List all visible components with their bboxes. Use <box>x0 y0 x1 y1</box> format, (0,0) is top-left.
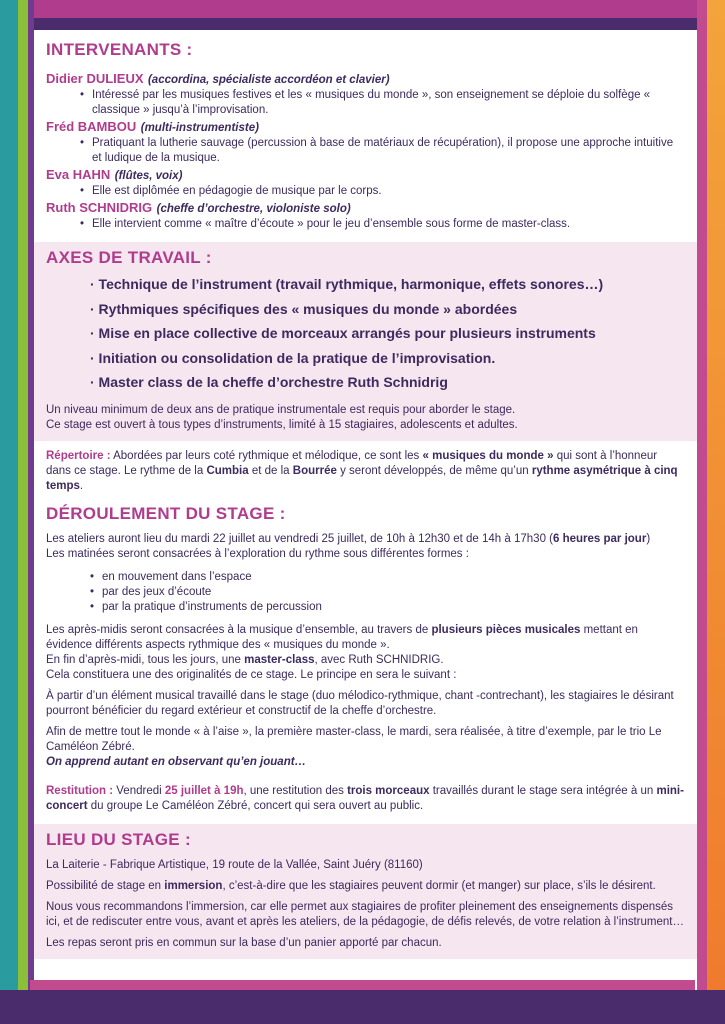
text-run-bold: master-class <box>244 653 315 666</box>
intervenants-section <box>34 30 697 242</box>
text-run: Abordées par leurs coté rythmique et mélodique, ce sont les <box>110 449 423 462</box>
text-run: , avec Ruth SCHNIDRIG. <box>314 653 444 666</box>
deroulement-paragraph <box>46 623 685 653</box>
text-run: y seront développés, de même qu’un <box>336 464 532 477</box>
intervenants-heading: INTERVENANTS : <box>46 40 193 59</box>
text-run-bold: mini-concert <box>46 784 684 812</box>
deroulement-paragraph: Cela constituera une des originalités de ce stage. Le principe en sera le suivant : <box>46 668 457 681</box>
deroulement-paragraph <box>46 532 685 547</box>
deroulement-paragraph: À partir d’un élément musical travaillé dans le stage (duo mélodico-rythmique, chant -contrechant), les stagiaires le désirant pourront bénéficier du regard extérieur et constructif de la cheffe d’orchestre. <box>46 689 674 717</box>
person-role: (accordina, spécialiste accordéon et clavier) <box>147 74 390 86</box>
text-run: , c’est-à-dire que les stagiaires peuvent dormir (et manger) sur place, s’ils le désirent. <box>222 879 656 892</box>
lieu-paragraph <box>46 879 685 894</box>
repertoire-paragraph <box>46 449 685 494</box>
deroulement-section <box>34 494 697 770</box>
axes-item: · Mise en place collective de morceaux arrangés pour plusieurs instruments <box>90 325 596 341</box>
text-run: , une restitution des <box>243 784 348 797</box>
text-run: travaillés durant le stage sera intégrée à un <box>429 784 657 797</box>
restitution-paragraph <box>46 784 685 814</box>
lieu-heading: LIEU DU STAGE : <box>46 829 191 849</box>
person-name: Fréd BAMBOU <box>46 119 137 134</box>
person-description: • Elle intervient comme « maître d’écoute » pour le jeu d’ensemble sous forme de master-class. <box>46 217 685 232</box>
text-run: . <box>79 479 84 492</box>
lieu-paragraph: Nous vous recommandons l’immersion, car elle permet aux stagiaires de profiter pleinement des enseignements dispensés ici, et de rediscuter entre vous, avant et après les ateliers, de la pédagogie, de défis relevés, de votre relation à l’instrument… <box>46 900 684 928</box>
text-run-bold: Bourrée <box>292 464 337 477</box>
deroulement-paragraph: Les matinées seront consacrées à l’exploration du rythme sous différentes formes : <box>46 547 469 560</box>
deroulement-paragraph <box>46 653 685 668</box>
text-run: et de la <box>248 464 293 477</box>
bullet-item: • en mouvement dans l’espace <box>46 570 685 585</box>
left-decor-stripe-green <box>18 0 28 1024</box>
person-description: • Elle est diplômée en pédagogie de musique par le corps. <box>46 184 685 199</box>
axes-item: · Technique de l’instrument (travail rythmique, harmonique, effets sonores…) <box>90 276 604 292</box>
deroulement-paragraph: Afin de mettre tout le monde « à l’aise », la première master-class, le mardi, sera réalisée, à titre d’exemple, par le trio Le Caméléon Zébré. <box>46 725 662 753</box>
text-run: du groupe Le Caméléon Zébré, concert qui sera ouvert au public. <box>87 799 424 812</box>
person-name: Didier DULIEUX <box>46 71 144 86</box>
person-name: Ruth SCHNIDRIG <box>46 200 153 215</box>
person-entry <box>46 166 685 199</box>
text-run: Les après-midis seront consacrées à la musique d’ensemble, au travers de <box>46 623 432 636</box>
restitution-label: Restitution : <box>46 784 114 797</box>
axes-note: Un niveau minimum de deux ans de pratique instrumentale est requis pour aborder le stage. <box>46 403 516 416</box>
axes-item: · Initiation ou consolidation de la pratique de l’improvisation. <box>90 349 496 366</box>
text-run: Vendredi <box>113 784 165 797</box>
right-decor-stripe-orange <box>707 0 725 1024</box>
top-decor-band-dark <box>0 18 725 30</box>
person-entry <box>46 118 685 166</box>
person-role: (cheffe d’orchestre, violoniste solo) <box>156 203 351 215</box>
restitution-date: 25 juillet à 19h <box>164 784 244 797</box>
text-run: Les ateliers auront lieu du mardi 22 juillet au vendredi 25 juillet, de 10h à 12h30 et de 14h à 17h30 ( <box>46 532 553 545</box>
axes-item: · Master class de la cheffe d’orchestre Ruth Schnidrig <box>90 374 448 390</box>
text-run-bold: « musiques du monde » <box>422 449 554 462</box>
document-page <box>34 30 697 980</box>
repertoire-label: Répertoire : <box>46 449 111 462</box>
person-entry <box>46 70 685 118</box>
text-run-bold: rythme asymétrique à cinq temps <box>46 464 678 492</box>
right-decor-stripe-pink <box>697 0 707 1024</box>
text-run-bold: immersion <box>164 879 223 892</box>
person-role: (flûtes, voix) <box>114 170 183 182</box>
text-run-bold: 6 heures par jour <box>553 532 647 545</box>
text-run-bold: Cumbia <box>206 464 249 477</box>
text-run: Possibilité de stage en <box>46 879 165 892</box>
lieu-paragraph: Les repas seront pris en commun sur la base d’un panier apporté par chacun. <box>46 936 442 949</box>
person-role: (multi-instrumentiste) <box>140 122 259 134</box>
lieu-address: La Laiterie - Fabrique Artistique, 19 route de la Vallée, Saint Juéry (81160) <box>46 858 423 871</box>
text-run-bold: trois morceaux <box>347 784 430 797</box>
person-entry <box>46 199 685 232</box>
lieu-section <box>34 824 697 959</box>
text-run: ) <box>646 532 651 545</box>
text-run-bold: plusieurs pièces musicales <box>431 623 581 636</box>
left-decor-stripe-teal <box>0 0 18 1024</box>
restitution-section <box>34 770 697 824</box>
person-description: • Intéressé par les musiques festives et les « musiques du monde », son enseignement se déploie du solfège « classique » jusqu’à l’improvisation. <box>46 88 685 118</box>
text-run: qui sont à l’honneur dans ce stage. Le rythme de la <box>46 449 658 477</box>
bullet-item: • par la pratique d’instruments de percussion <box>46 600 685 615</box>
axes-item: · Rythmiques spécifiques des « musiques du monde » abordées <box>90 300 518 317</box>
axes-section <box>34 242 697 441</box>
bullet-item: • par des jeux d’écoute <box>46 585 685 600</box>
text-run: mettant en évidence différents aspects rythmique des « musiques du monde ». <box>46 623 638 651</box>
deroulement-motto: On apprend autant en observant qu’en jouant… <box>46 755 307 768</box>
deroulement-bullets <box>46 570 685 615</box>
person-name: Eva HAHN <box>46 167 111 182</box>
bottom-decor-band <box>0 990 725 1024</box>
text-run: En fin d’après-midi, tous les jours, une <box>46 653 245 666</box>
axes-heading: AXES DE TRAVAIL : <box>46 248 212 267</box>
deroulement-heading: DÉROULEMENT DU STAGE : <box>46 503 286 523</box>
repertoire-section <box>34 441 697 494</box>
axes-note: Ce stage est ouvert à tous types d’instruments, limité à 15 stagiaires, adolescents et adultes. <box>46 418 518 431</box>
person-description: • Pratiquant la lutherie sauvage (percussion à base de matériaux de récupération), il propose une approche intuitive et ludique de la musique. <box>46 136 685 166</box>
